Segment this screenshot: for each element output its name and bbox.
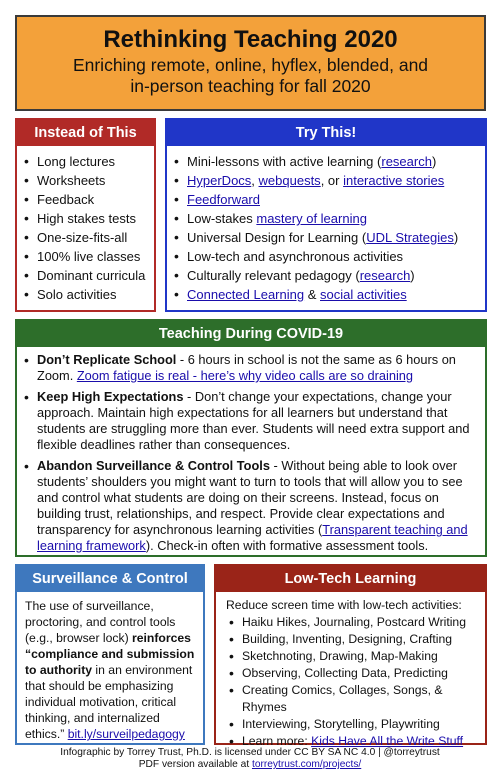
write-stuff-link[interactable]: Kids Have All the Write Stuff: [311, 734, 464, 748]
list-item: • Creating Comics, Collages, Songs, & Rhymes: [228, 682, 485, 716]
surveillance-text: The use of surveillance, proctoring, and control tools (e.g., browser lock) reinforces “compliance and submission to authority in an environment that should be emphasizing individual motivation, critical thinking, and internalized ethics.” bit.ly/surveilpedagogy: [25, 599, 195, 741]
social-activities-link[interactable]: social activities: [320, 287, 407, 302]
covid-teaching-panel: [15, 319, 487, 557]
list-item: • HyperDocs, webquests, or interactive stories: [173, 171, 485, 190]
lowtech-list: [216, 614, 485, 750]
list-item: • 100% live classes: [23, 247, 154, 266]
list-item: • Keep High Expectations - Don’t change your expectations, change your approach. Maintain high expectations for all learners but understand that students are struggling more than ever. Students will need extra support and flexible deadlines rather than consequences.: [23, 389, 479, 453]
projects-link[interactable]: torreytrust.com/projects/: [251, 759, 362, 770]
list-item: • Don’t Replicate School - 6 hours in school is not the same as 6 hours on Zoom. Zoom fatigue is real - here’s why video calls are so draining: [23, 352, 479, 384]
zoom-fatigue-link[interactable]: Zoom fatigue is real - here’s why video calls are so draining: [76, 368, 414, 383]
license-line: Infographic by Torrey Trust, Ph.D. is licensed under CC BY SA NC 4.0 | @torreytrust: [60, 747, 440, 758]
research-link[interactable]: research: [381, 154, 432, 169]
list-item: • Connected Learning & social activities: [173, 285, 485, 304]
list-item: • Worksheets: [23, 171, 154, 190]
list-item: • Solo activities: [23, 285, 154, 304]
list-item: • Low-tech and asynchronous activities: [173, 247, 485, 266]
list-item: • Feedback: [23, 190, 154, 209]
interactive-stories-link[interactable]: interactive stories: [343, 173, 445, 188]
transparent-teaching-link[interactable]: Transparent teaching and learning framework: [37, 522, 468, 553]
lowtech-intro: Reduce screen time with low-tech activities:: [226, 598, 462, 612]
low-tech-panel: [214, 564, 487, 748]
webquests-link[interactable]: webquests: [258, 173, 321, 188]
list-item: • Culturally relevant pedagogy (research): [173, 266, 485, 285]
instead-of-this-panel: [15, 118, 156, 312]
subtitle-line-1: Enriching remote, online, hyflex, blended, and: [72, 55, 429, 75]
try-this-panel: [165, 118, 487, 312]
list-item: • High stakes tests: [23, 209, 154, 228]
research-link-2[interactable]: research: [359, 268, 411, 283]
hyperdocs-link[interactable]: HyperDocs: [187, 173, 252, 188]
pdf-line: PDF version available at torreytrust.com/projects/: [138, 759, 362, 770]
list-item: • Universal Design for Learning (UDL Strategies): [173, 228, 485, 247]
footer: [6, 747, 494, 771]
udl-strategies-link[interactable]: UDL Strategies: [366, 230, 454, 245]
list-item: • Mini-lessons with active learning (research): [173, 152, 485, 171]
list-item: • Interviewing, Storytelling, Playwriting: [228, 716, 485, 733]
lowtech-heading: Low-Tech Learning: [216, 566, 485, 592]
list-item: • One-size-fits-all: [23, 228, 154, 247]
list-item: • Haiku Hikes, Journaling, Postcard Writing: [228, 614, 485, 631]
covid-heading: Teaching During COVID-19: [17, 321, 485, 347]
list-item: • Building, Inventing, Designing, Crafting: [228, 631, 485, 648]
mastery-link[interactable]: mastery of learning: [256, 211, 367, 226]
subtitle-line-2: in-person teaching for fall 2020: [130, 76, 371, 96]
list-item: • Dominant curricula: [23, 266, 154, 285]
infographic: [6, 6, 494, 770]
instead-heading: Instead of This: [17, 120, 154, 146]
title-banner: [15, 15, 486, 111]
list-item: • Abandon Surveillance & Control Tools - Without being able to look over students’ shoulders you might want to turn to tools that will allow you to see and control what students are doing on their screens. Instead, focus on building trust, relationships, and respect. Provide clear expectations and transparency for asynchronous learning activities (Transparent teaching and learning framework). Check-in often with formative assessment tools.: [23, 458, 479, 554]
list-item: • Low-stakes mastery of learning: [173, 209, 485, 228]
surveillance-heading: Surveillance & Control: [17, 566, 203, 592]
list-item: [173, 190, 485, 209]
try-list: [167, 146, 485, 304]
page-title: Rethinking Teaching 2020: [103, 26, 398, 53]
surveillance-panel: [15, 564, 205, 745]
connected-learning-link[interactable]: Connected Learning: [187, 287, 305, 302]
surveil-pedagogy-link[interactable]: bit.ly/surveilpedagogy: [67, 727, 185, 741]
list-item: • Long lectures: [23, 152, 154, 171]
try-heading: Try This!: [167, 120, 485, 146]
feedforward-link[interactable]: Feedforward: [187, 192, 260, 207]
list-item: • Observing, Collecting Data, Predicting: [228, 665, 485, 682]
list-item: • Sketchnoting, Drawing, Map-Making: [228, 648, 485, 665]
list-item: • Learn more: Kids Have All the Write Stuff: [228, 733, 485, 750]
covid-list: [17, 347, 485, 554]
instead-list: [17, 146, 154, 304]
